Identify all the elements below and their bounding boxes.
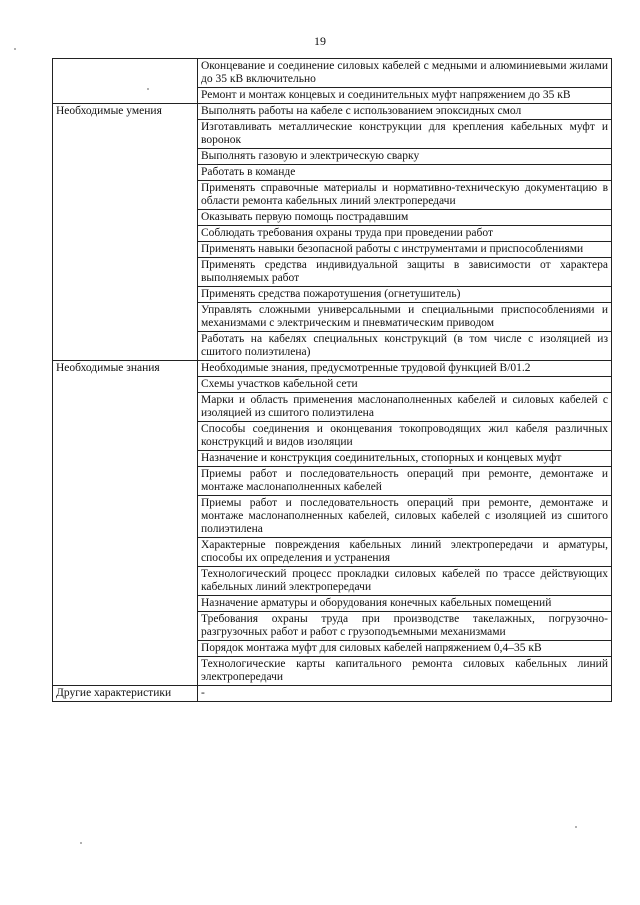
skill-item: Оказывать первую помощь пострадавшим [198, 210, 612, 226]
skill-item: Применять средства индивидуальной защиты в зависимости от характера выполняемых работ [198, 258, 612, 287]
knowledge-item: Назначение арматуры и оборудования конечных кабельных помещений [198, 596, 612, 612]
knowledge-item: Требования охраны труда при производстве такелажных, погрузочно-разгрузочных работ и работ с грузоподъемными механизмами [198, 612, 612, 641]
scan-speck [575, 826, 577, 828]
knowledge-item: Приемы работ и последовательность операций при ремонте, демонтаже и монтаже маслонаполненных кабелей, силовых кабелей с изоляцией из сшитого полиэтилена [198, 496, 612, 538]
skill-item: Работать в команде [198, 165, 612, 181]
table-row [53, 361, 612, 377]
skills-label: Необходимые умения [53, 104, 198, 361]
other-value: - [198, 686, 612, 702]
scan-speck [14, 48, 16, 50]
knowledge-item: Необходимые знания, предусмотренные трудовой функцией B/01.2 [198, 361, 612, 377]
skill-item: Изготавливать металлические конструкции для крепления кабельных муфт и воронок [198, 120, 612, 149]
table-row [53, 686, 612, 702]
skill-item: Выполнять газовую и электрическую сварку [198, 149, 612, 165]
page-number: 19 [314, 34, 326, 48]
knowledge-item: Назначение и конструкция соединительных, стопорных и концевых муфт [198, 451, 612, 467]
skill-item: Выполнять работы на кабеле с использованием эпоксидных смол [198, 104, 612, 120]
skill-item: Работать на кабелях специальных конструкций (в том числе с изоляцией из сшитого полиэтилена) [198, 332, 612, 361]
knowledge-item: Технологические карты капитального ремонта силовых кабельных линий электропередачи [198, 657, 612, 686]
knowledge-item: Схемы участков кабельной сети [198, 377, 612, 393]
skill-item: Применять справочные материалы и нормативно-техническую документацию в области ремонта кабельных линий электропередачи [198, 181, 612, 210]
skill-item: Применять навыки безопасной работы с инструментами и приспособлениями [198, 242, 612, 258]
table-row [53, 104, 612, 120]
skill-item: Применять средства пожаротушения (огнетушитель) [198, 287, 612, 303]
knowledge-label: Необходимые знания [53, 361, 198, 686]
knowledge-item: Характерные повреждения кабельных линий электропередачи и арматуры, способы их определения и устранения [198, 538, 612, 567]
knowledge-item: Марки и область применения маслонаполненных кабелей и силовых кабелей с изоляцией из сшитого полиэтилена [198, 393, 612, 422]
skill-item: Управлять сложными универсальными и специальными приспособлениями и механизмами с электрическим и пневматическим приводом [198, 303, 612, 332]
knowledge-item: Технологический процесс прокладки силовых кабелей по трассе действующих кабельных линий электропередачи [198, 567, 612, 596]
scan-speck [80, 842, 82, 844]
knowledge-item: Приемы работ и последовательность операций при ремонте, демонтаже и монтаже маслонаполненных кабелей [198, 467, 612, 496]
qualification-table [52, 58, 612, 702]
empty-label-cell [53, 59, 198, 104]
knowledge-item: Способы соединения и оконцевания токопроводящих жил кабеля различных конструкций и видов изоляции [198, 422, 612, 451]
other-label: Другие характеристики [53, 686, 198, 702]
table-row [53, 59, 612, 88]
table-cell: Ремонт и монтаж концевых и соединительных муфт напряжением до 35 кВ [198, 88, 612, 104]
scan-speck [147, 88, 149, 90]
knowledge-item: Порядок монтажа муфт для силовых кабелей напряжением 0,4–35 кВ [198, 641, 612, 657]
skill-item: Соблюдать требования охраны труда при проведении работ [198, 226, 612, 242]
table-cell: Оконцевание и соединение силовых кабелей с медными и алюминиевыми жилами до 35 кВ включительно [198, 59, 612, 88]
